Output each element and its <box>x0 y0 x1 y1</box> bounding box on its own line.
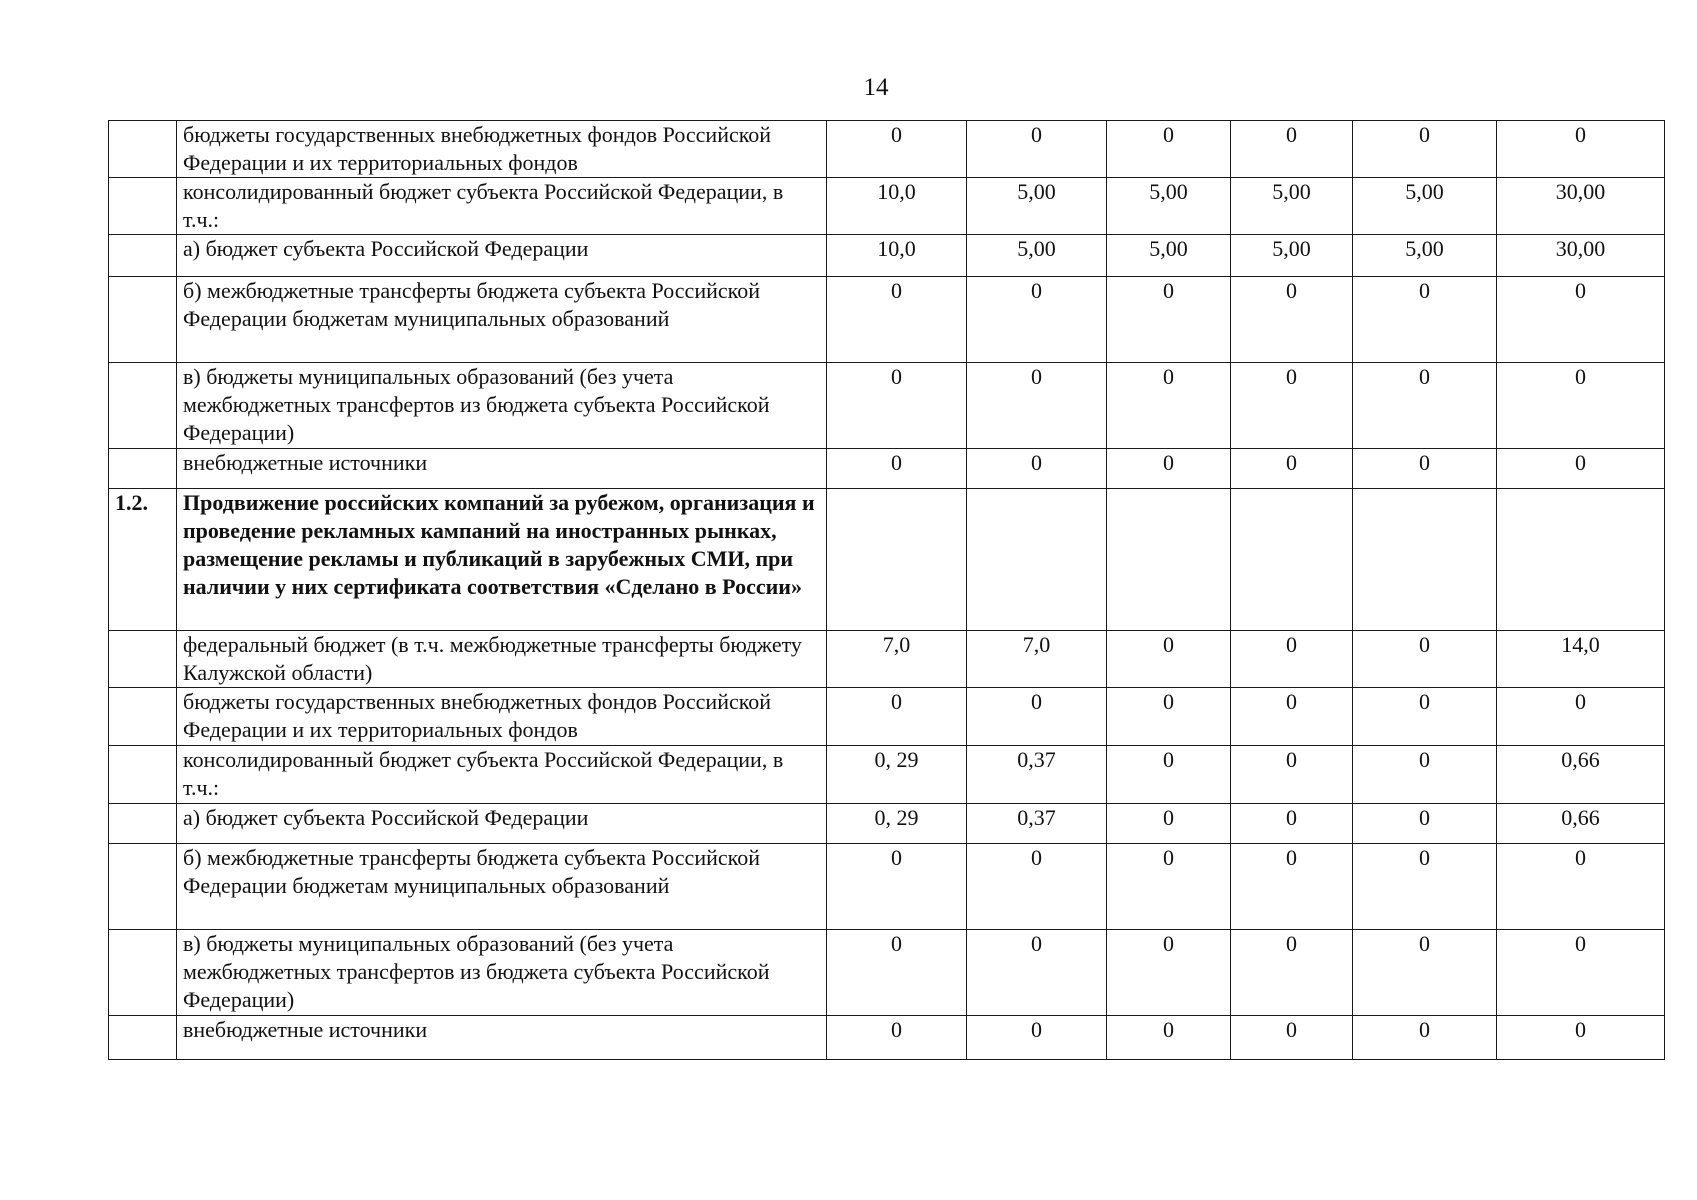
value-cell: 0 <box>1353 277 1497 363</box>
section-row <box>109 489 1665 631</box>
row-label: внебюджетные источники <box>177 1016 827 1060</box>
value-cell: 0 <box>1107 631 1231 688</box>
index-cell <box>109 844 177 930</box>
value-cell: 0,37 <box>967 804 1107 844</box>
row-label: консолидированный бюджет субъекта Российской Федерации, в т.ч.: <box>177 178 827 235</box>
value-cell: 0 <box>967 1016 1107 1060</box>
value-cell: 0 <box>967 688 1107 746</box>
value-cell: 0 <box>1497 688 1665 746</box>
value-cell: 0 <box>1231 1016 1353 1060</box>
value-cell: 0 <box>1353 804 1497 844</box>
value-cell: 0 <box>827 363 967 449</box>
index-cell <box>109 631 177 688</box>
value-cell <box>967 489 1107 631</box>
row-label: в) бюджеты муниципальных образований (без учета межбюджетных трансфертов из бюджета субъекта Российской Федерации) <box>177 363 827 449</box>
value-cell: 0 <box>1107 688 1231 746</box>
value-cell: 0 <box>1353 844 1497 930</box>
value-cell: 0 <box>1497 844 1665 930</box>
financing-table <box>108 120 1665 1060</box>
value-cell: 0 <box>1353 1016 1497 1060</box>
table-row <box>109 746 1665 804</box>
value-cell: 7,0 <box>827 631 967 688</box>
value-cell: 0 <box>1107 930 1231 1016</box>
value-cell: 5,00 <box>1231 235 1353 277</box>
value-cell: 0 <box>1107 746 1231 804</box>
value-cell: 5,00 <box>967 178 1107 235</box>
row-label: а) бюджет субъекта Российской Федерации <box>177 235 827 277</box>
table-row <box>109 178 1665 235</box>
table-row <box>109 631 1665 688</box>
value-cell: 7,0 <box>967 631 1107 688</box>
value-cell: 0 <box>1107 1016 1231 1060</box>
value-cell: 30,00 <box>1497 178 1665 235</box>
value-cell: 5,00 <box>1231 178 1353 235</box>
value-cell: 0 <box>967 121 1107 178</box>
table-row <box>109 688 1665 746</box>
table-row <box>109 235 1665 277</box>
value-cell: 0 <box>1231 363 1353 449</box>
value-cell: 0 <box>967 277 1107 363</box>
index-cell <box>109 746 177 804</box>
table-row <box>109 121 1665 178</box>
value-cell: 10,0 <box>827 235 967 277</box>
value-cell: 0 <box>1497 1016 1665 1060</box>
row-label: бюджеты государственных внебюджетных фондов Российской Федерации и их территориальных фондов <box>177 121 827 178</box>
table-row <box>109 1016 1665 1060</box>
value-cell <box>1107 489 1231 631</box>
value-cell: 5,00 <box>967 235 1107 277</box>
row-label: б) межбюджетные трансферты бюджета субъекта Российской Федерации бюджетам муниципальных образований <box>177 844 827 930</box>
value-cell: 0 <box>1353 449 1497 489</box>
value-cell: 0,37 <box>967 746 1107 804</box>
value-cell: 0 <box>1353 631 1497 688</box>
value-cell <box>1497 489 1665 631</box>
row-label: в) бюджеты муниципальных образований (без учета межбюджетных трансфертов из бюджета субъекта Российской Федерации) <box>177 930 827 1016</box>
value-cell: 0 <box>1353 930 1497 1016</box>
value-cell: 0 <box>967 844 1107 930</box>
value-cell: 0 <box>1353 363 1497 449</box>
value-cell: 0 <box>1107 121 1231 178</box>
row-label: консолидированный бюджет субъекта Российской Федерации, в т.ч.: <box>177 746 827 804</box>
value-cell: 0 <box>827 449 967 489</box>
value-cell: 0 <box>827 844 967 930</box>
index-cell <box>109 449 177 489</box>
value-cell: 0 <box>1231 844 1353 930</box>
value-cell: 5,00 <box>1353 178 1497 235</box>
value-cell: 0 <box>967 930 1107 1016</box>
index-cell <box>109 930 177 1016</box>
value-cell: 0 <box>1497 277 1665 363</box>
value-cell <box>1353 489 1497 631</box>
table-row <box>109 930 1665 1016</box>
value-cell: 0 <box>1497 121 1665 178</box>
section-index: 1.2. <box>109 489 177 631</box>
value-cell: 14,0 <box>1497 631 1665 688</box>
value-cell: 0 <box>1231 277 1353 363</box>
value-cell: 0 <box>967 449 1107 489</box>
value-cell: 0 <box>1231 804 1353 844</box>
value-cell: 10,0 <box>827 178 967 235</box>
index-cell <box>109 804 177 844</box>
table-row <box>109 804 1665 844</box>
value-cell: 0 <box>827 277 967 363</box>
value-cell: 0 <box>1107 277 1231 363</box>
value-cell: 0 <box>1497 930 1665 1016</box>
value-cell: 0 <box>1353 746 1497 804</box>
value-cell: 0, 29 <box>827 746 967 804</box>
value-cell: 5,00 <box>1107 178 1231 235</box>
page-number: 14 <box>863 74 889 101</box>
value-cell: 0 <box>1231 631 1353 688</box>
value-cell: 5,00 <box>1107 235 1231 277</box>
section-title: Продвижение российских компаний за рубежом, организация и проведение рекламных кампаний на иностранных рынках, размещение рекламы и публикаций в зарубежных СМИ, при наличии у них сертификата соответствия «Сделано в России» <box>177 489 827 631</box>
value-cell: 0 <box>827 930 967 1016</box>
value-cell: 0 <box>827 1016 967 1060</box>
value-cell: 0,66 <box>1497 804 1665 844</box>
value-cell: 0,66 <box>1497 746 1665 804</box>
value-cell: 0 <box>1231 688 1353 746</box>
row-label: бюджеты государственных внебюджетных фондов Российской Федерации и их территориальных фондов <box>177 688 827 746</box>
row-label: б) межбюджетные трансферты бюджета субъекта Российской Федерации бюджетам муниципальных образований <box>177 277 827 363</box>
value-cell: 0 <box>1497 449 1665 489</box>
value-cell: 0 <box>1231 121 1353 178</box>
value-cell: 0 <box>1107 844 1231 930</box>
value-cell: 0 <box>1497 363 1665 449</box>
table-row <box>109 277 1665 363</box>
value-cell: 0 <box>1107 363 1231 449</box>
row-label: внебюджетные источники <box>177 449 827 489</box>
value-cell: 0 <box>1231 930 1353 1016</box>
value-cell: 0, 29 <box>827 804 967 844</box>
index-cell <box>109 688 177 746</box>
index-cell <box>109 235 177 277</box>
value-cell <box>1231 489 1353 631</box>
value-cell: 0 <box>1353 121 1497 178</box>
value-cell: 0 <box>827 688 967 746</box>
index-cell <box>109 121 177 178</box>
value-cell: 0 <box>827 121 967 178</box>
value-cell: 0 <box>1231 449 1353 489</box>
table-row <box>109 363 1665 449</box>
value-cell: 0 <box>1231 746 1353 804</box>
value-cell: 0 <box>1107 449 1231 489</box>
index-cell <box>109 1016 177 1060</box>
row-label: федеральный бюджет (в т.ч. межбюджетные трансферты бюджету Калужской области) <box>177 631 827 688</box>
table-row <box>109 844 1665 930</box>
value-cell: 0 <box>1107 804 1231 844</box>
table-row <box>109 449 1665 489</box>
index-cell <box>109 277 177 363</box>
index-cell <box>109 178 177 235</box>
value-cell: 0 <box>967 363 1107 449</box>
value-cell: 5,00 <box>1353 235 1497 277</box>
value-cell <box>827 489 967 631</box>
index-cell <box>109 363 177 449</box>
value-cell: 0 <box>1353 688 1497 746</box>
row-label: а) бюджет субъекта Российской Федерации <box>177 804 827 844</box>
value-cell: 30,00 <box>1497 235 1665 277</box>
